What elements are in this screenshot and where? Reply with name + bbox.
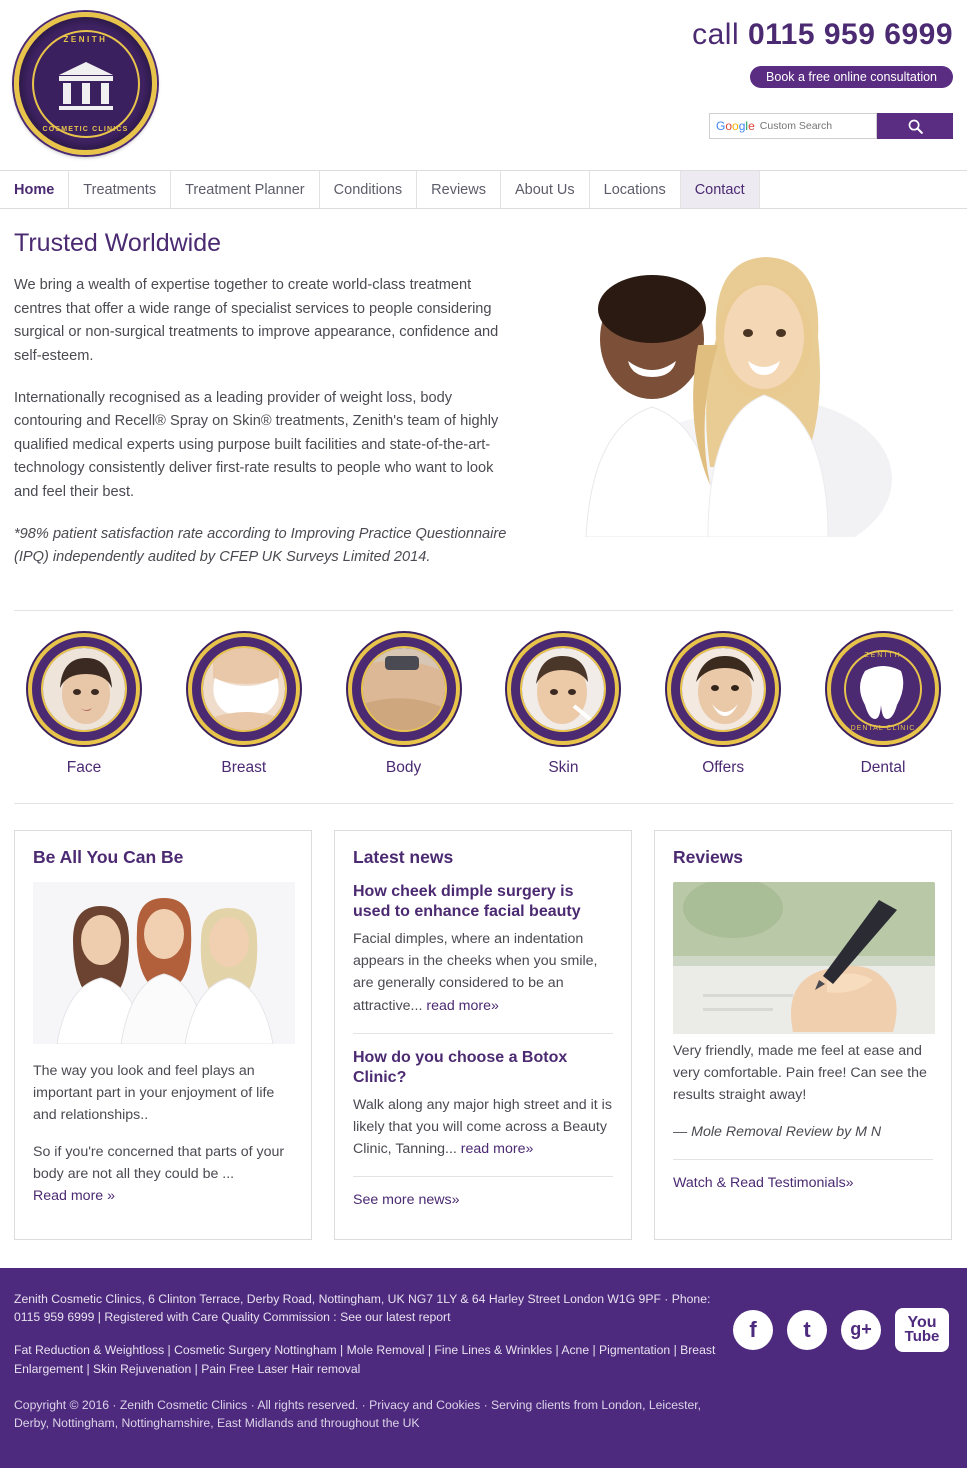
phone-number: 0115 959 6999 <box>747 18 953 51</box>
news-read-more-2[interactable]: read more» <box>460 1140 534 1157</box>
category-list <box>0 611 967 777</box>
news-excerpt-2 <box>353 1094 613 1160</box>
footer-links[interactable]: Fat Reduction & Weightloss | Cosmetic Surgery Nottingham | Mole Removal | Fine Lines & Wrinkles | Acne | Pigmentation | Breast Enlargement | Skin Rejuvenation | Pain Free Laser Hair removal <box>14 1342 716 1377</box>
category-breast[interactable] <box>174 633 314 777</box>
phone-prefix: call <box>692 18 748 51</box>
hero-paragraph-2: Internationally recognised as a leading provider of weight loss, body contouring and Recell® Spray on Skin® treatments, Zenith's team of highly qualified medical experts using purpose built facilities and state-of-the-art-technology consistently deliver first-rate results to people who want to look and feel their best. <box>14 389 499 501</box>
breast-photo <box>201 646 287 732</box>
nav-item-home[interactable]: Home <box>0 171 69 208</box>
read-more-link[interactable]: Read more » <box>33 1187 116 1204</box>
news-separator <box>353 1033 613 1034</box>
news-headline-2[interactable]: How do you choose a Botox Clinic? <box>353 1048 568 1086</box>
twitter-icon[interactable]: t <box>787 1310 827 1350</box>
nav-item-locations[interactable]: Locations <box>590 171 681 208</box>
logo-bottom-text: COSMETIC CLINICS <box>42 125 129 133</box>
panel-title: Reviews <box>673 847 744 868</box>
youtube-icon[interactable] <box>895 1308 949 1352</box>
header-phone <box>692 18 953 52</box>
logo-top-text: ZENITH <box>63 34 108 44</box>
nav-item-about-us[interactable]: About Us <box>501 171 590 208</box>
category-offers[interactable] <box>653 633 793 777</box>
body-photo <box>361 646 447 732</box>
panel-paragraph-2 <box>33 1141 293 1207</box>
category-body[interactable] <box>334 633 474 777</box>
review-author: — Mole Removal Review by M N <box>673 1123 882 1140</box>
page-title: Trusted Worldwide <box>14 229 222 257</box>
news-separator-2 <box>353 1176 613 1177</box>
tooth-icon <box>835 641 931 737</box>
offers-smile-photo <box>680 646 766 732</box>
nav-item-reviews[interactable]: Reviews <box>417 171 501 208</box>
news-read-more-1[interactable]: read more» <box>426 997 499 1014</box>
category-skin[interactable] <box>493 633 633 777</box>
panel-paragraph-2-text: So if you're concerned that parts of your body are not all they could be ... <box>33 1143 285 1182</box>
classical-temple-icon <box>59 62 113 106</box>
hero-section <box>0 209 967 588</box>
site-footer <box>0 1268 967 1468</box>
search-button[interactable] <box>877 113 953 139</box>
category-label: Dental <box>860 759 906 777</box>
hand-writing-review-photo <box>673 882 935 1034</box>
youtube-icon-line1: You <box>907 1314 937 1332</box>
hero-text-column <box>14 229 516 588</box>
skin-photo <box>520 646 606 732</box>
search-area <box>709 113 953 139</box>
nav-item-conditions[interactable]: Conditions <box>320 171 418 208</box>
panel-be-all-you-can-be <box>14 830 312 1240</box>
footer-address: Zenith Cosmetic Clinics, 6 Clinton Terrace, Derby Road, Nottingham, UK NG7 1LY & 64 Harley Street London W1G 9PF · Phone: 0115 959 6999 | Registered with Care Quality Commission : See our latest report <box>14 1291 711 1325</box>
panel-reviews <box>654 830 952 1240</box>
google-logo: Google <box>716 119 755 133</box>
panel-latest-news <box>334 830 632 1240</box>
category-label: Face <box>66 759 102 777</box>
news-excerpt-2-text: Walk along any major high street and it is likely that you will come across a Beauty Clinic, Tanning... <box>353 1096 612 1157</box>
search-input-wrap[interactable] <box>709 113 877 139</box>
category-circle <box>667 633 779 745</box>
reviews-separator <box>673 1159 933 1160</box>
category-face[interactable] <box>14 633 154 777</box>
category-circle <box>507 633 619 745</box>
face-portrait-photo <box>41 646 127 732</box>
smiling-couple-photo <box>532 229 900 537</box>
panel-title: Latest news <box>353 847 454 868</box>
site-header <box>0 0 967 170</box>
category-label: Offers <box>702 759 745 777</box>
nav-item-treatment-planner[interactable]: Treatment Planner <box>171 171 320 208</box>
testimonials-link[interactable]: Watch & Read Testimonials» <box>673 1174 854 1191</box>
facebook-icon[interactable]: f <box>733 1310 773 1350</box>
nav-item-treatments[interactable]: Treatments <box>69 171 171 208</box>
site-logo[interactable] <box>14 12 157 155</box>
panel-paragraph-1: The way you look and feel plays an important part in your enjoyment of life and relationships.. <box>33 1063 275 1124</box>
book-consultation-button[interactable]: Book a free online consultation <box>750 66 953 88</box>
hero-footnote: *98% patient satisfaction rate according to Improving Practice Questionnaire (IPQ) independently audited by CFEP UK Surveys Limited 2014. <box>14 525 507 566</box>
category-circle <box>188 633 300 745</box>
category-circle <box>28 633 140 745</box>
logo-inner-disc <box>32 30 140 138</box>
category-label: Breast <box>221 759 267 777</box>
hero-paragraph-1: We bring a wealth of expertise together to create world-class treatment centres that offer a wide range of specialist services to people considering surgical or non-surgical treatments to improve appearance, confidence and self-esteem. <box>14 277 499 364</box>
search-input[interactable] <box>758 119 868 133</box>
category-dental[interactable] <box>813 633 953 777</box>
news-excerpt-1-text: Facial dimples, where an indentation appears in the cheeks when you smile, are generally considered to be an attractive... <box>353 931 598 1014</box>
search-icon <box>907 118 924 135</box>
news-excerpt-1 <box>353 928 613 1017</box>
three-women-photo <box>33 882 295 1044</box>
news-headline-1[interactable]: How cheek dimple surgery is used to enhance facial beauty <box>353 883 581 921</box>
category-circle <box>348 633 460 745</box>
svg-text:DENTAL CLINIC: DENTAL CLINIC <box>850 725 916 733</box>
see-more-news-link[interactable]: See more news» <box>353 1192 460 1209</box>
content-panels <box>0 804 967 1240</box>
review-quote: Very friendly, made me feel at ease and very comfortable. Pain free! Can see the results straight away! <box>673 1043 927 1104</box>
category-circle <box>827 633 939 745</box>
social-links <box>733 1308 949 1352</box>
panel-title: Be All You Can Be <box>33 847 184 868</box>
main-navigation <box>0 170 967 209</box>
nav-item-contact[interactable]: Contact <box>681 171 760 208</box>
footer-copyright: Copyright © 2016 · Zenith Cosmetic Clinics · All rights reserved. · Privacy and Cookies · Serving clients from London, Leicester, Derby, Nottingham, Nottinghamshire, East Midlands and throughout the UK <box>14 1397 702 1430</box>
svg-text:ZENITH: ZENITH <box>864 652 902 660</box>
hero-image <box>532 229 900 537</box>
google-plus-icon[interactable]: g+ <box>841 1310 881 1350</box>
youtube-icon-line2: Tube <box>904 1328 940 1346</box>
category-label: Body <box>385 759 422 777</box>
category-label: Skin <box>548 759 579 777</box>
